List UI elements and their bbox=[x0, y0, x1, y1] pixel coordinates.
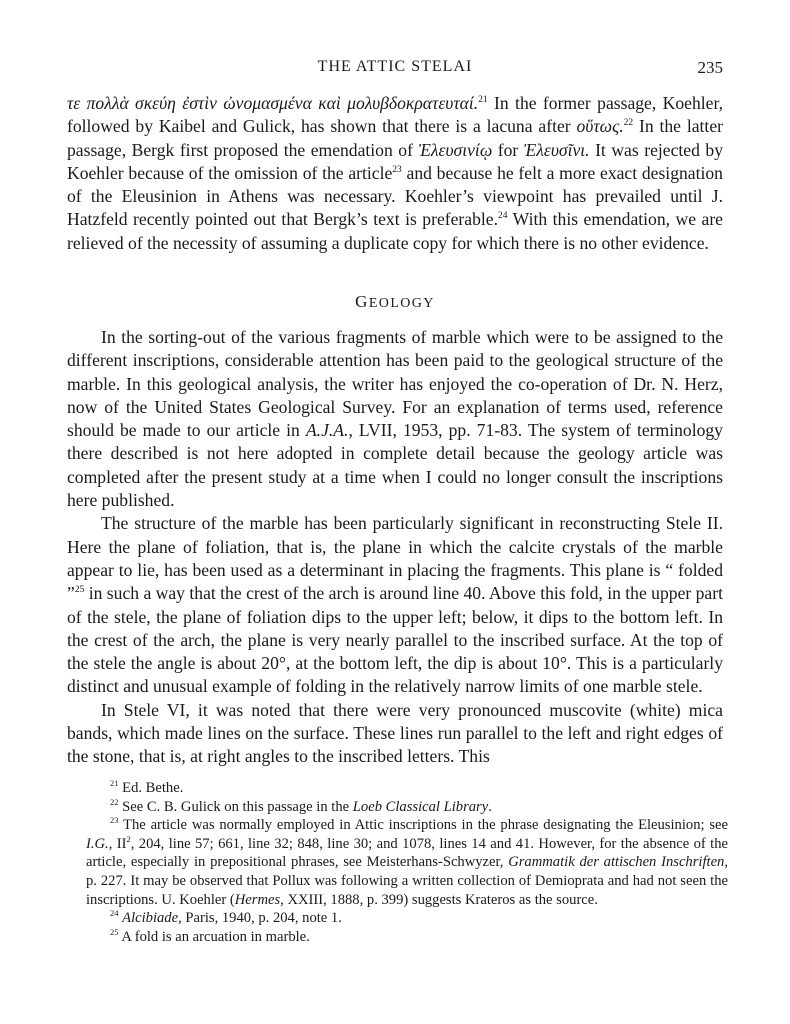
footnote-text: Ed. Bethe. bbox=[118, 780, 184, 796]
footnote-superscript: 2 bbox=[126, 833, 131, 844]
footnote-text: , II bbox=[108, 835, 127, 852]
text-run: With this emendation, we are relieved of the necessity of assuming a duplicate copy for which there is no other evidence. bbox=[67, 209, 723, 253]
running-header bbox=[67, 58, 723, 82]
paragraph-geology-3: In Stele VI, it was noted that there were very pronounced muscovite (white) mica bands, which made lines on the surface. These lines run parallel to the left and right edges of the stone, that is, at right angles to the inscribed letters. This bbox=[67, 699, 723, 767]
footnote-number: 21 bbox=[110, 778, 119, 788]
greek-word-eleusini: Ἐλευσῖνι. bbox=[523, 139, 590, 160]
text-run: In the latter passage, Bergk first proposed the emendation of bbox=[67, 116, 723, 160]
footnote-24 bbox=[86, 909, 728, 928]
footnote-ref-25[interactable]: 25 bbox=[74, 585, 85, 596]
footnote-ref-23[interactable]: 23 bbox=[392, 164, 402, 175]
text-run: and because he felt a more exact designation of the Eleusinion in Athens was necessary. Koehler’s viewpoint has prevailed until J. Hatzfeld recently pointed out that Bergk’s text is preferable. bbox=[67, 162, 723, 230]
footnote-italic: Grammatik der attischen Inschriften bbox=[508, 854, 725, 871]
text-run: , LVII, 1953, pp. 71-83. The system of terminology there described is not here adopted in complete detail because the geology article was completed after the present study at a time when I could no longer consult the inscriptions here published. bbox=[67, 420, 723, 511]
footnote-italic: Loeb Classical Library bbox=[352, 798, 489, 815]
footnote-23 bbox=[86, 816, 728, 909]
journal-abbrev: A.J.A. bbox=[305, 420, 349, 441]
text-run: for bbox=[492, 139, 524, 160]
greek-quote: τε πολλὰ σκεύη ἐστὶν ὠνομασμένα καὶ μολυβδοκρατευταί. bbox=[67, 93, 479, 113]
greek-word-eleusinio: Ἐλευσινίῳ bbox=[418, 139, 493, 160]
footnote-text: See C. B. Gulick on this passage in the bbox=[118, 798, 353, 815]
text-run: in such a way that the crest of the arch is around line 40. Above this fold, in the upper part of the stele, the plane of foliation dips to the upper left; below, it dips to the bottom left. In the crest of the arch, the plane is very nearly parallel to the inscribed surface. At the top of the stele the angle is about 20°, at the bottom left, the dip is about 10°. This is a particularly distinct and unusual example of folding in the relatively narrow limits of one marble stele. bbox=[67, 583, 723, 697]
heading-initial: G bbox=[355, 292, 369, 311]
footnote-number: 23 bbox=[110, 815, 119, 826]
paragraph-geology-1 bbox=[67, 326, 723, 512]
footnote-text: . bbox=[488, 798, 492, 815]
footnote-25 bbox=[86, 928, 728, 947]
text-run: In the sorting-out of the various fragments of marble which were to be assigned to the different inscriptions, considerable attention has been paid to the geological structure of the marble. In this geological analysis, the writer has enjoyed the co-operation of Dr. N. Herz, now of the United States Geological Survey. For an explanation of terms used, reference should be made to our article in bbox=[67, 327, 723, 441]
footnote-number: 22 bbox=[110, 796, 119, 807]
text-run: The structure of the marble has been particularly significant in reconstructing Stele II. Here the plane of foliation, that is, the plane in which the calcite crystals of the marble appear to lie, has been used as a determinant in placing the fragments. This plane is “ folded ” bbox=[67, 513, 723, 604]
footnote-italic: I.G. bbox=[86, 835, 109, 852]
footnote-text: , Paris, 1940, p. 204, note 1. bbox=[178, 910, 342, 927]
footnote-number: 25 bbox=[110, 926, 119, 937]
running-title: THE ATTIC STELAI bbox=[317, 58, 473, 75]
paragraph-geology-2 bbox=[67, 512, 723, 698]
heading-rest: EOLOGY bbox=[368, 296, 435, 311]
footnote-ref-21[interactable]: 21 bbox=[478, 95, 488, 105]
footnote-italic: Alcibiade bbox=[122, 910, 179, 927]
footnote-ref-24[interactable]: 24 bbox=[498, 211, 508, 222]
footnote-italic: Hermes bbox=[234, 891, 281, 908]
body-text-top bbox=[67, 92, 723, 255]
footnote-text: , XXIII, 1888, p. 399) suggests Krateros as the source. bbox=[280, 891, 598, 908]
footnote-text: The article was normally employed in Attic inscriptions in the phrase designating the Eleusinion; see bbox=[118, 817, 728, 834]
footnote-text: , 204, line 57; 661, line 32; 848, line 30; and 1078, lines 14 and 41. However, for the absence of the article, especially in prepositional phrases, see Meisterhans-Schwyzer, bbox=[86, 835, 728, 871]
footnote-21 bbox=[86, 779, 728, 798]
footnote-22 bbox=[86, 798, 728, 817]
footnote-text: , p. 227. It may be observed that Pollux was following a written collection of Demioprata and had not seen the inscriptions. U. Koehler ( bbox=[86, 854, 728, 908]
footnote-text: A fold is an arcuation in marble. bbox=[118, 928, 310, 945]
footnote-number: 24 bbox=[110, 908, 119, 919]
greek-word-houtos: οὕτως. bbox=[576, 116, 624, 137]
page-number: 235 bbox=[697, 58, 723, 77]
footnotes bbox=[86, 779, 728, 946]
footnote-ref-22[interactable]: 22 bbox=[623, 118, 634, 129]
text-run: It was rejected by Koehler because of the omission of the article bbox=[67, 139, 723, 183]
text-run: In the former passage, Koehler, followed by Kaibel and Gulick, has shown that there is a lacuna after bbox=[67, 93, 723, 137]
body-text-geology bbox=[67, 326, 723, 769]
paragraph-continued bbox=[67, 92, 723, 255]
section-heading-geology bbox=[67, 292, 723, 312]
